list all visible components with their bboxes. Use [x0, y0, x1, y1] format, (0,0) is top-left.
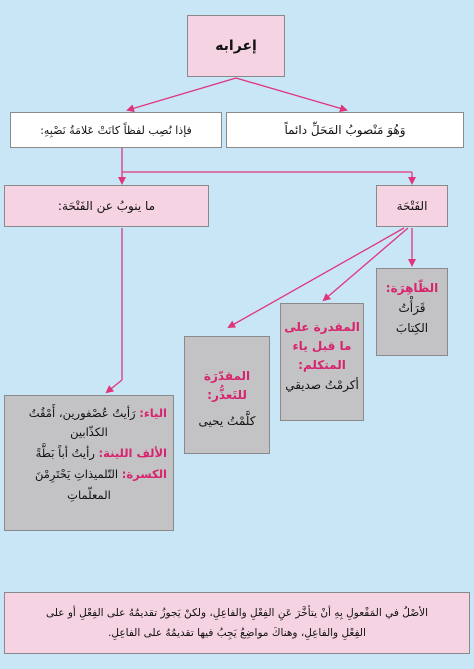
fatha-title: الفَتْحَة [396, 199, 428, 213]
impossibility-box [184, 336, 270, 454]
root-title: إعرابه [215, 38, 257, 54]
apparent-fatha-box [376, 268, 448, 356]
speaker-example: أكرمْتُ صديقي [285, 378, 359, 392]
substitutes-box [4, 185, 209, 227]
substitutes-title: ما ينوبُ عن الفَتْحَة: [57, 199, 156, 213]
apparent-example-2: الكِتابَ [395, 321, 429, 335]
speaker-label-1: المقدرة على [284, 320, 360, 334]
impossibility-label-1: المقدّرَة [203, 369, 251, 383]
alif-row [11, 442, 167, 464]
speaker-label-3: المتكلم: [298, 358, 346, 372]
rule-box-left [10, 112, 222, 148]
fatha-box [376, 185, 448, 227]
kasra-row [11, 464, 167, 484]
speaker-label-2: ما قبل ياء [292, 339, 352, 353]
root-box [187, 15, 285, 77]
arrow-root-to-left [128, 78, 236, 110]
impossibility-example: كلَّمْتُ يحيى [198, 414, 256, 428]
ya-text-1: رَأيتُ عُصْفورين، أَمْقُتُ [28, 406, 136, 420]
kasra-row-2 [11, 484, 167, 506]
footer-line-1: الأصْلُ في المَفْعولِ بِهِ أنْ يتأخَّرَ عَنِ الفِعْلِ والفاعِلِ، ولكنْ يَجوزُ تقديمُهُ على الفِعْلِ أو على [45, 607, 429, 619]
impossibility-label-2: للتَعذُّر: [207, 388, 247, 402]
arrow-to-substitutes-list [107, 380, 122, 392]
footer-line-2: الفِعْلِ والفاعِلِ، وهناكَ مواضِعُ يَجِبُ فيها تقديمُهُ على الفاعِلِ. [108, 627, 366, 639]
kasra-label: الكسرة: [121, 467, 167, 481]
apparent-label: الظّاهِرَة: [385, 281, 439, 295]
ya-text-2: الكذّابين [70, 425, 108, 439]
ya-row-2 [11, 422, 167, 442]
alif-label: الألف اللينة: [98, 446, 167, 460]
speaker-ya-box [280, 303, 364, 421]
substitutes-list-box [4, 395, 174, 531]
ya-label: الياء: [139, 406, 167, 420]
arrow-root-to-right [236, 78, 346, 110]
apparent-example-1: قَرَأْتُ [398, 301, 426, 315]
alif-text: رأيتُ أباً بَطَّةً [35, 446, 95, 460]
rule-left-text: فإذا نُصِب لفظاً كانَتْ عَلامَةُ نَصْبِهِ: [40, 123, 192, 137]
rule-box-right [226, 112, 464, 148]
kasra-text: التّلميذاتِ يَحْتَرِمْنَ [34, 467, 119, 481]
footer-note-box [4, 592, 470, 654]
rule-right-text: وَهُوَ مَنْصوبُ المَحَلِّ دائماً [284, 123, 406, 137]
kasra-text-2: المعلّماتِ [67, 488, 111, 502]
ya-row [11, 404, 167, 422]
